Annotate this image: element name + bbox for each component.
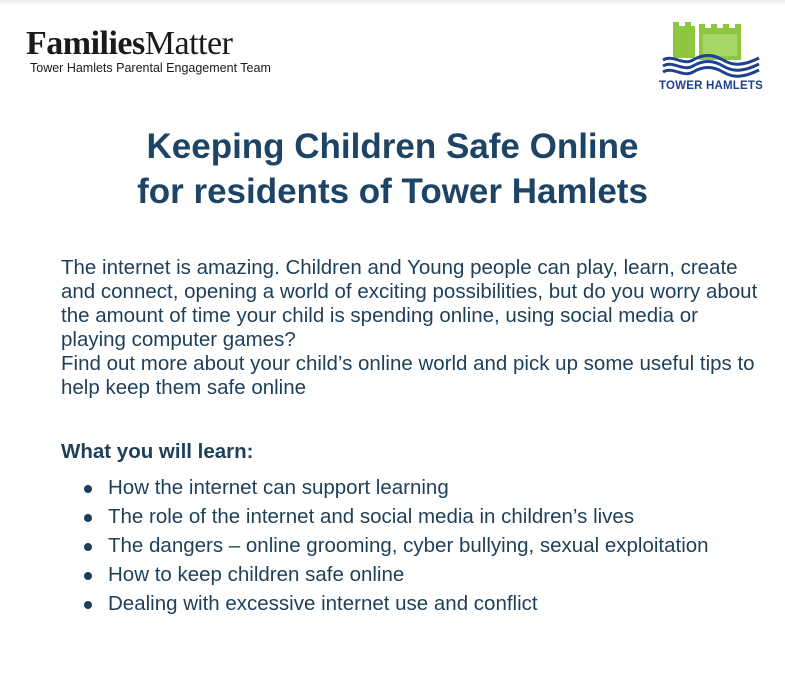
title-line-2: for residents of Tower Hamlets: [137, 172, 648, 211]
list-item-text: The role of the internet and social media in children’s lives: [108, 505, 635, 528]
list-item: [80, 534, 730, 558]
list-item: [80, 476, 730, 500]
bullet-icon: [84, 543, 92, 551]
intro-text: [61, 256, 761, 400]
list-item: [80, 505, 730, 529]
tower-hamlets-wordmark: TOWER HAMLETS: [659, 80, 763, 92]
logo-word-matter: Matter: [144, 25, 233, 62]
bullet-icon: [84, 514, 92, 522]
list-item-text: Dealing with excessive internet use and conflict: [108, 592, 538, 615]
logo-subtitle: Tower Hamlets Parental Engagement Team: [30, 61, 271, 75]
bullet-icon: [84, 485, 92, 493]
logo-word-families: Families: [26, 25, 145, 62]
tower-hamlets-castle-waves-icon: [659, 20, 763, 78]
families-matter-logo: [26, 26, 271, 75]
intro-paragraph-1: The internet is amazing. Children and Young people can play, learn, create and connect, opening a world of exciting possibilities, but do you worry about the amount of time your child is spending online, using social media or playing computer games?: [61, 256, 758, 351]
list-item-text: The dangers – online grooming, cyber bullying, sexual exploitation: [108, 534, 709, 557]
learn-list: [80, 476, 730, 621]
page-title: [0, 124, 785, 214]
tower-hamlets-logo: [655, 20, 767, 95]
intro-paragraph-2: Find out more about your child’s online world and pick up some useful tips to help keep them safe online: [61, 352, 755, 399]
learn-heading: What you will learn:: [61, 440, 254, 463]
bullet-icon: [84, 601, 92, 609]
list-item-text: How the internet can support learning: [108, 476, 449, 499]
top-shadow-band: [0, 0, 785, 6]
list-item: [80, 563, 730, 587]
title-line-1: Keeping Children Safe Online: [146, 127, 639, 166]
list-item: [80, 592, 730, 616]
bullet-icon: [84, 572, 92, 580]
families-matter-wordmark: [26, 26, 271, 62]
list-item-text: How to keep children safe online: [108, 563, 405, 586]
